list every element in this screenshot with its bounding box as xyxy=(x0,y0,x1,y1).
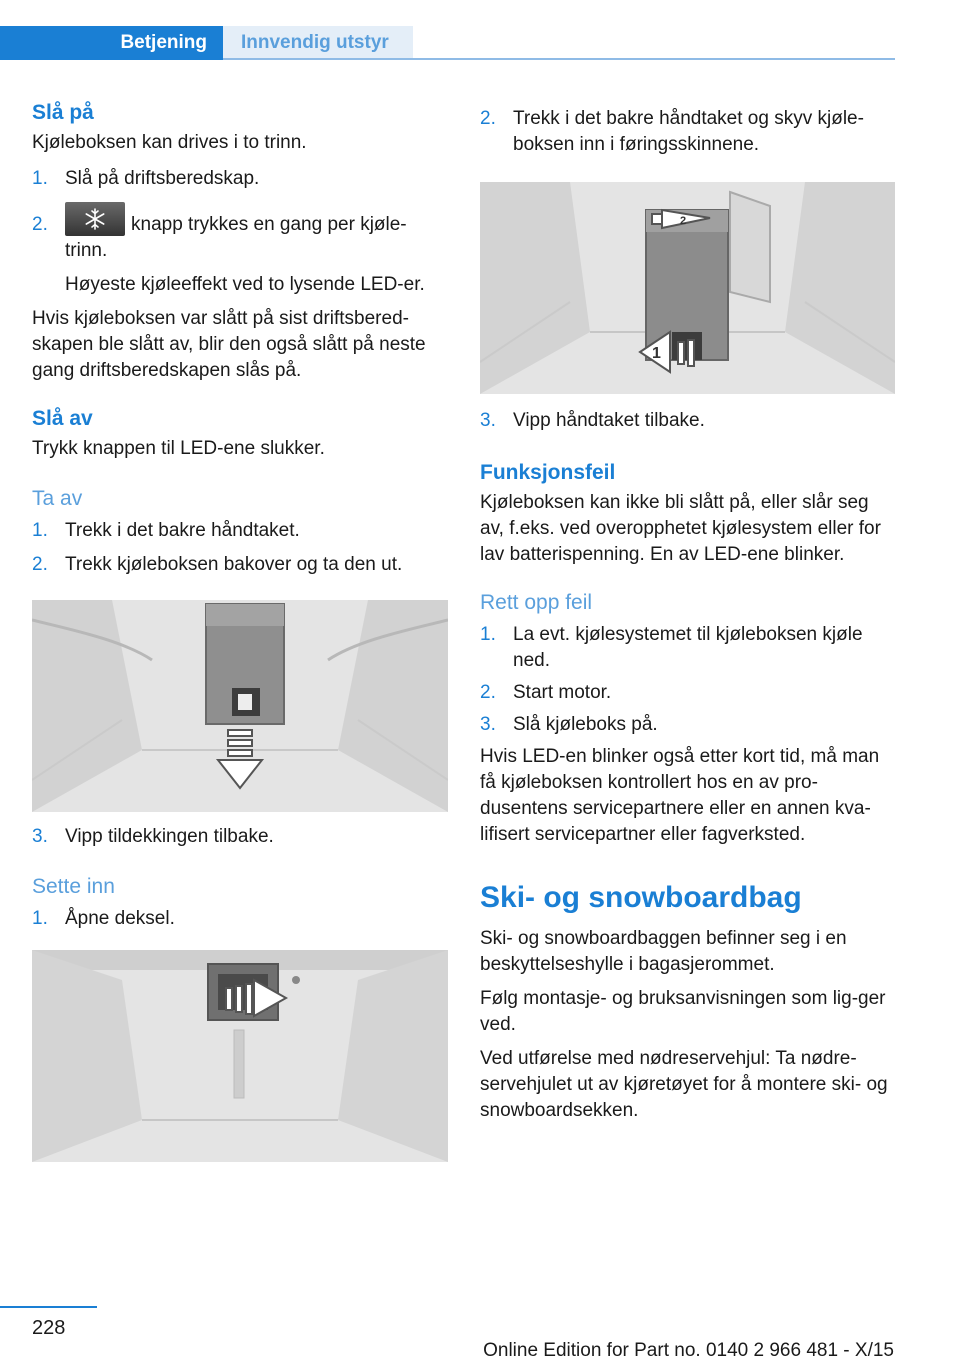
steps-ta-av-2 xyxy=(32,824,448,850)
right-column xyxy=(480,100,896,1124)
step-text: knapp trykkes en gang per kjøle-trinn. xyxy=(65,214,407,261)
list-item xyxy=(480,680,896,706)
paragraph-funksjonsfeil: Kjøleboksen kan ikke bli slått på, eller slår seg av, f.eks. ved overopphetet kjølesystem eller for lav batterispenning. En av LED-ene blinker. xyxy=(480,492,881,565)
steps-sette-inn-3 xyxy=(480,408,896,434)
list-item xyxy=(32,166,448,192)
step-text: Vipp tildekkingen tilbake. xyxy=(65,826,274,847)
step-number: 2. xyxy=(480,108,496,129)
list-item xyxy=(480,408,896,434)
step-text: Start motor. xyxy=(513,682,612,703)
paragraph-hvis-led: Hvis LED-en blinker også etter kort tid, må man få kjøleboksen kontrollert hos en av pro-dusentens servicepartnere eller en annen kva-lifisert servicepartner eller fagverksted. xyxy=(480,746,880,845)
heading-ta-av: Ta av xyxy=(32,487,83,510)
step-number: 3. xyxy=(480,410,496,431)
header-tabs xyxy=(0,0,895,62)
paragraph-ski-1: Ski- og snowboardbaggen befinner seg i en beskyttelseshylle i bagasjerommet. xyxy=(480,928,847,975)
tab-betjening[interactable]: Betjening xyxy=(0,26,223,60)
figure-remove-cooler xyxy=(32,600,448,812)
list-item xyxy=(480,106,896,158)
figure-insert-cooler xyxy=(480,182,895,394)
step-number: 2. xyxy=(32,554,48,575)
step-text: La evt. kjølesystemet til kjøleboksen kjøle ned. xyxy=(513,624,863,671)
tab-innvendig-utstyr[interactable]: Innvendig utstyr xyxy=(223,26,413,60)
list-item xyxy=(480,622,896,674)
figure-label-1: 1 xyxy=(652,345,661,362)
figure-open-cover xyxy=(32,950,448,1162)
steps-rett-opp-feil xyxy=(480,622,896,738)
header-divider xyxy=(223,58,895,60)
list-item xyxy=(480,712,896,738)
footer-divider xyxy=(0,1306,97,1308)
heading-rett-opp-feil: Rett opp feil xyxy=(480,591,593,614)
step-text: Åpne deksel. xyxy=(65,908,175,929)
heading-sla-av: Slå av xyxy=(32,407,93,430)
paragraph-intro: Kjøleboksen kan drives i to trinn. xyxy=(32,132,307,153)
steps-sette-inn-2 xyxy=(480,106,896,158)
steps-ta-av xyxy=(32,518,448,578)
step-text: Slå på driftsberedskap. xyxy=(65,168,260,189)
paragraph-hvis: Hvis kjøleboksen var slått på sist driftsbered-skapen ble slått av, blir den også slått på neste gang driftsberedskapen slås på. xyxy=(32,308,426,381)
page-number: 228 xyxy=(32,1317,66,1339)
step-number: 2. xyxy=(32,214,48,235)
list-item xyxy=(32,552,448,578)
step-text: Trekk kjøleboksen bakover og ta den ut. xyxy=(65,554,403,575)
step-text: Trekk i det bakre håndtaket. xyxy=(65,520,300,541)
step-number: 2. xyxy=(480,682,496,703)
snowflake-icon xyxy=(84,208,106,230)
step-number: 1. xyxy=(480,624,496,645)
edition-note: Online Edition for Part no. 0140 2 966 481 - X/15 xyxy=(483,1340,894,1361)
step-number: 1. xyxy=(32,908,48,929)
paragraph-ski-3: Ved utførelse med nødreservehjul: Ta nødre-servehjulet ut av kjøretøyet for å montere ski- og snowboardsekken. xyxy=(480,1048,888,1121)
heading-ski-snowboardbag: Ski- og snowboardbag xyxy=(480,881,802,914)
list-item xyxy=(32,202,448,298)
list-item xyxy=(32,518,448,544)
left-column xyxy=(32,100,448,1162)
heading-sette-inn: Sette inn xyxy=(32,875,115,898)
list-item xyxy=(32,824,448,850)
step-number: 1. xyxy=(32,168,48,189)
list-item xyxy=(32,906,448,932)
heading-sla-pa: Slå på xyxy=(32,101,94,124)
step-text: Trekk i det bakre håndtaket og skyv kjøle-boksen inn i føringsskinnene. xyxy=(513,108,864,155)
heading-funksjonsfeil: Funksjonsfeil xyxy=(480,461,616,484)
step-text: Slå kjøleboks på. xyxy=(513,714,658,735)
figure-label-2: 2 xyxy=(680,215,687,227)
step-number: 1. xyxy=(32,520,48,541)
steps-sette-inn xyxy=(32,906,448,932)
steps-sla-pa xyxy=(32,166,448,298)
step-text: Vipp håndtaket tilbake. xyxy=(513,410,705,431)
paragraph-ski-2: Følg montasje- og bruksanvisningen som lig-ger ved. xyxy=(480,988,886,1035)
cooling-button-image xyxy=(65,202,125,236)
step-note: Høyeste kjøleeffekt ved to lysende LED-er. xyxy=(65,274,425,295)
paragraph-trykk: Trykk knappen til LED-ene slukker. xyxy=(32,438,325,459)
step-number: 3. xyxy=(480,714,496,735)
step-number: 3. xyxy=(32,826,48,847)
